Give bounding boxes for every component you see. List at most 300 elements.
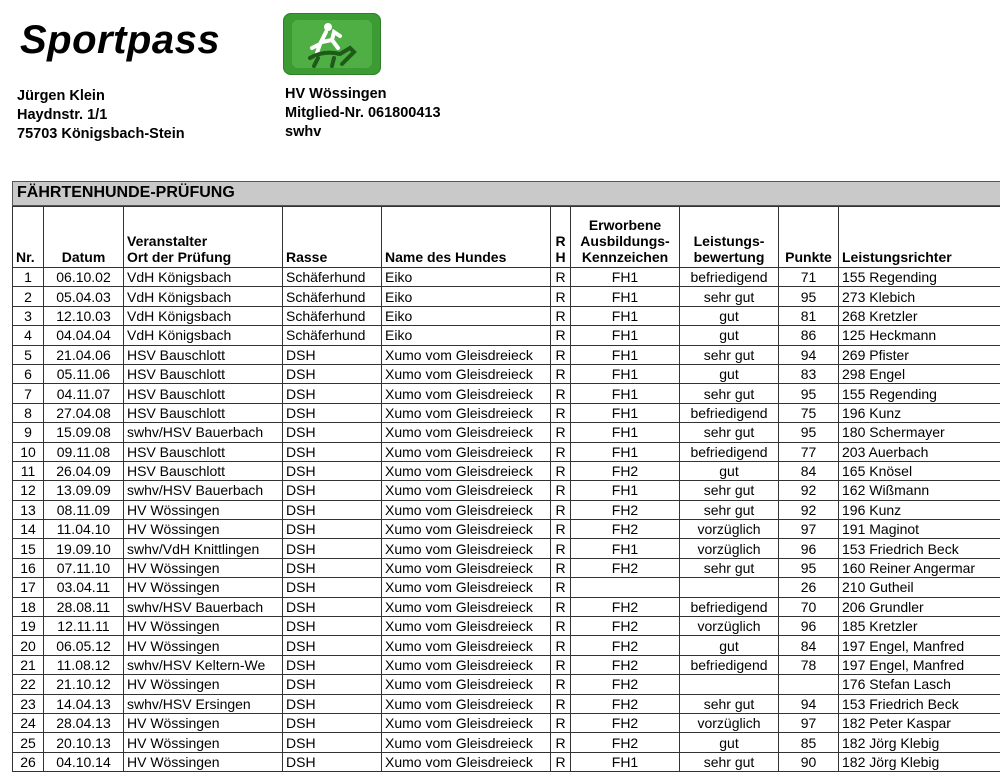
row-punkte xyxy=(779,675,839,694)
row-bewertung: vorzüglich xyxy=(680,617,779,636)
results-sheet xyxy=(12,181,1000,772)
row-kennzeichen: FH1 xyxy=(571,539,680,558)
row-ort: HV Wössingen xyxy=(124,675,283,694)
row-punkte: 97 xyxy=(779,520,839,539)
row-punkte: 90 xyxy=(779,752,839,771)
col-hund: Name des Hundes xyxy=(382,207,551,268)
row-hund: Xumo vom Gleisdreieck xyxy=(382,442,551,461)
row-kennzeichen: FH2 xyxy=(571,694,680,713)
row-ort: HSV Bauschlott xyxy=(124,345,283,364)
owner-street: Haydnstr. 1/1 xyxy=(17,106,185,125)
row-rh: R xyxy=(551,694,571,713)
row-punkte: 94 xyxy=(779,345,839,364)
row-punkte: 95 xyxy=(779,287,839,306)
row-datum: 03.04.11 xyxy=(44,578,124,597)
table-row xyxy=(13,539,1000,558)
row-richter: 180 Schermayer xyxy=(839,423,1000,442)
table-row xyxy=(13,306,1000,325)
row-nr: 18 xyxy=(13,597,44,616)
row-richter: 197 Engel, Manfred xyxy=(839,655,1000,674)
row-datum: 15.09.08 xyxy=(44,423,124,442)
row-rh: R xyxy=(551,636,571,655)
table-row xyxy=(13,268,1000,287)
row-kennzeichen: FH1 xyxy=(571,364,680,383)
table-row xyxy=(13,442,1000,461)
row-kennzeichen xyxy=(571,578,680,597)
row-bewertung: befriedigend xyxy=(680,268,779,287)
table-row xyxy=(13,384,1000,403)
row-punkte: 78 xyxy=(779,655,839,674)
row-hund: Xumo vom Gleisdreieck xyxy=(382,655,551,674)
row-nr: 13 xyxy=(13,500,44,519)
row-nr: 16 xyxy=(13,558,44,577)
row-kennzeichen: FH2 xyxy=(571,617,680,636)
row-ort: swhv/HSV Bauerbach xyxy=(124,481,283,500)
table-row xyxy=(13,423,1000,442)
document-title: Sportpass xyxy=(20,18,220,63)
row-punkte: 86 xyxy=(779,326,839,345)
owner-city: 75703 Königsbach-Stein xyxy=(17,125,185,144)
row-hund: Eiko xyxy=(382,306,551,325)
row-rh: R xyxy=(551,481,571,500)
row-rh: R xyxy=(551,403,571,422)
row-datum: 14.04.13 xyxy=(44,694,124,713)
row-bewertung: befriedigend xyxy=(680,597,779,616)
row-hund: Xumo vom Gleisdreieck xyxy=(382,733,551,752)
row-datum: 05.04.03 xyxy=(44,287,124,306)
row-bewertung: gut xyxy=(680,364,779,383)
row-ort: swhv/HSV Bauerbach xyxy=(124,423,283,442)
row-hund: Xumo vom Gleisdreieck xyxy=(382,752,551,771)
club-name: HV Wössingen xyxy=(285,85,441,104)
row-kennzeichen: FH1 xyxy=(571,423,680,442)
row-rasse: DSH xyxy=(283,636,382,655)
row-richter: 268 Kretzler xyxy=(839,306,1000,325)
row-nr: 22 xyxy=(13,675,44,694)
col-veranstalter: Veranstalter Ort der Prüfung xyxy=(124,207,283,268)
row-datum: 13.09.09 xyxy=(44,481,124,500)
row-hund: Xumo vom Gleisdreieck xyxy=(382,558,551,577)
table-row xyxy=(13,481,1000,500)
row-ort: HV Wössingen xyxy=(124,500,283,519)
table-row xyxy=(13,675,1000,694)
col-richter: Leistungsrichter xyxy=(839,207,1000,268)
row-rh: R xyxy=(551,500,571,519)
row-rasse: DSH xyxy=(283,442,382,461)
table-row xyxy=(13,636,1000,655)
row-bewertung: sehr gut xyxy=(680,345,779,364)
row-nr: 26 xyxy=(13,752,44,771)
row-kennzeichen: FH1 xyxy=(571,345,680,364)
row-datum: 12.11.11 xyxy=(44,617,124,636)
row-rh: R xyxy=(551,326,571,345)
row-ort: VdH Königsbach xyxy=(124,287,283,306)
row-richter: 182 Jörg Klebig xyxy=(839,733,1000,752)
row-punkte: 70 xyxy=(779,597,839,616)
row-kennzeichen: FH2 xyxy=(571,713,680,732)
row-datum: 11.08.12 xyxy=(44,655,124,674)
table-row xyxy=(13,287,1000,306)
row-datum: 11.04.10 xyxy=(44,520,124,539)
row-bewertung: vorzüglich xyxy=(680,713,779,732)
row-bewertung: sehr gut xyxy=(680,287,779,306)
row-punkte: 92 xyxy=(779,500,839,519)
row-rh: R xyxy=(551,423,571,442)
row-nr: 20 xyxy=(13,636,44,655)
row-nr: 5 xyxy=(13,345,44,364)
row-hund: Xumo vom Gleisdreieck xyxy=(382,345,551,364)
row-bewertung: vorzüglich xyxy=(680,539,779,558)
row-datum: 09.11.08 xyxy=(44,442,124,461)
row-rh: R xyxy=(551,287,571,306)
row-hund: Xumo vom Gleisdreieck xyxy=(382,578,551,597)
row-rasse: DSH xyxy=(283,403,382,422)
row-hund: Xumo vom Gleisdreieck xyxy=(382,675,551,694)
table-row xyxy=(13,597,1000,616)
club-info xyxy=(285,85,441,142)
row-rh: R xyxy=(551,597,571,616)
row-bewertung: sehr gut xyxy=(680,384,779,403)
row-rh: R xyxy=(551,539,571,558)
row-hund: Xumo vom Gleisdreieck xyxy=(382,694,551,713)
row-datum: 27.04.08 xyxy=(44,403,124,422)
row-punkte: 94 xyxy=(779,694,839,713)
row-richter: 182 Peter Kaspar xyxy=(839,713,1000,732)
row-richter: 206 Grundler xyxy=(839,597,1000,616)
row-kennzeichen: FH2 xyxy=(571,597,680,616)
row-richter: 182 Jörg Klebig xyxy=(839,752,1000,771)
row-nr: 17 xyxy=(13,578,44,597)
row-rasse: DSH xyxy=(283,617,382,636)
row-punkte: 81 xyxy=(779,306,839,325)
row-rasse: DSH xyxy=(283,461,382,480)
row-rasse: DSH xyxy=(283,655,382,674)
row-hund: Xumo vom Gleisdreieck xyxy=(382,539,551,558)
col-rh: R H xyxy=(551,207,571,268)
row-punkte: 95 xyxy=(779,558,839,577)
row-ort: HV Wössingen xyxy=(124,617,283,636)
row-nr: 8 xyxy=(13,403,44,422)
row-kennzeichen: FH2 xyxy=(571,500,680,519)
table-row xyxy=(13,326,1000,345)
row-rasse: DSH xyxy=(283,752,382,771)
row-ort: HV Wössingen xyxy=(124,713,283,732)
row-rh: R xyxy=(551,306,571,325)
results-table xyxy=(12,206,1000,772)
row-rasse: DSH xyxy=(283,500,382,519)
row-ort: HV Wössingen xyxy=(124,558,283,577)
row-rasse: DSH xyxy=(283,423,382,442)
row-punkte: 85 xyxy=(779,733,839,752)
row-kennzeichen: FH1 xyxy=(571,481,680,500)
table-row xyxy=(13,733,1000,752)
row-rh: R xyxy=(551,364,571,383)
row-rasse: DSH xyxy=(283,539,382,558)
row-rh: R xyxy=(551,617,571,636)
row-rh: R xyxy=(551,713,571,732)
row-hund: Xumo vom Gleisdreieck xyxy=(382,500,551,519)
row-ort: swhv/HSV Keltern-We xyxy=(124,655,283,674)
row-ort: swhv/HSV Ersingen xyxy=(124,694,283,713)
row-datum: 06.05.12 xyxy=(44,636,124,655)
row-rh: R xyxy=(551,384,571,403)
row-hund: Xumo vom Gleisdreieck xyxy=(382,597,551,616)
row-bewertung: gut xyxy=(680,636,779,655)
row-rasse: DSH xyxy=(283,558,382,577)
row-ort: HV Wössingen xyxy=(124,733,283,752)
row-nr: 10 xyxy=(13,442,44,461)
row-punkte: 26 xyxy=(779,578,839,597)
row-nr: 14 xyxy=(13,520,44,539)
row-ort: HV Wössingen xyxy=(124,578,283,597)
row-rasse: DSH xyxy=(283,520,382,539)
row-ort: HSV Bauschlott xyxy=(124,384,283,403)
row-rasse: Schäferhund xyxy=(283,326,382,345)
table-row xyxy=(13,617,1000,636)
row-datum: 21.10.12 xyxy=(44,675,124,694)
row-rasse: DSH xyxy=(283,675,382,694)
row-rh: R xyxy=(551,442,571,461)
row-rasse: DSH xyxy=(283,733,382,752)
row-nr: 12 xyxy=(13,481,44,500)
row-punkte: 77 xyxy=(779,442,839,461)
table-row xyxy=(13,403,1000,422)
row-punkte: 83 xyxy=(779,364,839,383)
row-rh: R xyxy=(551,578,571,597)
row-datum: 21.04.06 xyxy=(44,345,124,364)
row-nr: 1 xyxy=(13,268,44,287)
row-rasse: DSH xyxy=(283,713,382,732)
row-rh: R xyxy=(551,520,571,539)
row-richter: 197 Engel, Manfred xyxy=(839,636,1000,655)
row-rh: R xyxy=(551,461,571,480)
row-datum: 07.11.10 xyxy=(44,558,124,577)
row-nr: 21 xyxy=(13,655,44,674)
col-nr: Nr. xyxy=(13,207,44,268)
row-bewertung: gut xyxy=(680,306,779,325)
row-rh: R xyxy=(551,733,571,752)
row-rasse: Schäferhund xyxy=(283,268,382,287)
row-kennzeichen: FH2 xyxy=(571,675,680,694)
dog-sport-logo-icon xyxy=(283,13,381,75)
row-punkte: 84 xyxy=(779,636,839,655)
col-bewertung: Leistungs- bewertung xyxy=(680,207,779,268)
row-datum: 26.04.09 xyxy=(44,461,124,480)
row-nr: 11 xyxy=(13,461,44,480)
table-row xyxy=(13,558,1000,577)
row-richter: 269 Pfister xyxy=(839,345,1000,364)
row-kennzeichen: FH2 xyxy=(571,461,680,480)
row-rasse: DSH xyxy=(283,384,382,403)
row-richter: 155 Regending xyxy=(839,384,1000,403)
row-richter: 160 Reiner Angermar xyxy=(839,558,1000,577)
row-rasse: DSH xyxy=(283,578,382,597)
row-punkte: 97 xyxy=(779,713,839,732)
table-row xyxy=(13,578,1000,597)
row-richter: 125 Heckmann xyxy=(839,326,1000,345)
owner-address xyxy=(17,87,185,144)
table-row xyxy=(13,520,1000,539)
row-hund: Xumo vom Gleisdreieck xyxy=(382,636,551,655)
table-row xyxy=(13,345,1000,364)
row-bewertung xyxy=(680,578,779,597)
row-hund: Eiko xyxy=(382,326,551,345)
table-row xyxy=(13,500,1000,519)
row-hund: Xumo vom Gleisdreieck xyxy=(382,713,551,732)
col-kennzeichen: Erworbene Ausbildungs- Kennzeichen xyxy=(571,207,680,268)
row-bewertung: gut xyxy=(680,461,779,480)
row-datum: 04.04.04 xyxy=(44,326,124,345)
row-richter: 196 Kunz xyxy=(839,403,1000,422)
row-rh: R xyxy=(551,752,571,771)
row-richter: 153 Friedrich Beck xyxy=(839,694,1000,713)
row-datum: 06.10.02 xyxy=(44,268,124,287)
association: swhv xyxy=(285,123,441,142)
row-rasse: Schäferhund xyxy=(283,287,382,306)
row-punkte: 92 xyxy=(779,481,839,500)
row-richter: 210 Gutheil xyxy=(839,578,1000,597)
row-kennzeichen: FH2 xyxy=(571,636,680,655)
table-row xyxy=(13,461,1000,480)
row-hund: Xumo vom Gleisdreieck xyxy=(382,481,551,500)
row-ort: HV Wössingen xyxy=(124,636,283,655)
row-ort: HV Wössingen xyxy=(124,520,283,539)
row-hund: Xumo vom Gleisdreieck xyxy=(382,423,551,442)
row-richter: 176 Stefan Lasch xyxy=(839,675,1000,694)
row-kennzeichen: FH1 xyxy=(571,403,680,422)
row-bewertung: sehr gut xyxy=(680,694,779,713)
row-richter: 273 Klebich xyxy=(839,287,1000,306)
row-punkte: 95 xyxy=(779,384,839,403)
row-datum: 28.04.13 xyxy=(44,713,124,732)
table-row xyxy=(13,364,1000,383)
row-nr: 19 xyxy=(13,617,44,636)
row-richter: 185 Kretzler xyxy=(839,617,1000,636)
row-datum: 19.09.10 xyxy=(44,539,124,558)
row-kennzeichen: FH2 xyxy=(571,733,680,752)
row-bewertung: sehr gut xyxy=(680,500,779,519)
row-hund: Xumo vom Gleisdreieck xyxy=(382,403,551,422)
row-bewertung: gut xyxy=(680,326,779,345)
row-richter: 153 Friedrich Beck xyxy=(839,539,1000,558)
row-kennzeichen: FH1 xyxy=(571,326,680,345)
row-ort: HSV Bauschlott xyxy=(124,403,283,422)
row-hund: Eiko xyxy=(382,268,551,287)
row-bewertung: sehr gut xyxy=(680,423,779,442)
row-kennzeichen: FH1 xyxy=(571,306,680,325)
row-bewertung: sehr gut xyxy=(680,481,779,500)
row-punkte: 96 xyxy=(779,539,839,558)
row-punkte: 71 xyxy=(779,268,839,287)
row-bewertung: befriedigend xyxy=(680,655,779,674)
row-datum: 04.10.14 xyxy=(44,752,124,771)
row-rasse: DSH xyxy=(283,694,382,713)
row-rasse: Schäferhund xyxy=(283,306,382,325)
row-datum: 08.11.09 xyxy=(44,500,124,519)
row-rh: R xyxy=(551,345,571,364)
row-richter: 298 Engel xyxy=(839,364,1000,383)
owner-name: Jürgen Klein xyxy=(17,87,185,106)
row-nr: 7 xyxy=(13,384,44,403)
row-nr: 2 xyxy=(13,287,44,306)
row-kennzeichen: FH2 xyxy=(571,655,680,674)
row-kennzeichen: FH1 xyxy=(571,287,680,306)
row-kennzeichen: FH2 xyxy=(571,558,680,577)
row-nr: 6 xyxy=(13,364,44,383)
table-row xyxy=(13,694,1000,713)
row-richter: 196 Kunz xyxy=(839,500,1000,519)
row-ort: VdH Königsbach xyxy=(124,326,283,345)
row-kennzeichen: FH1 xyxy=(571,442,680,461)
row-ort: HSV Bauschlott xyxy=(124,442,283,461)
row-hund: Eiko xyxy=(382,287,551,306)
row-bewertung: sehr gut xyxy=(680,558,779,577)
row-rasse: DSH xyxy=(283,364,382,383)
row-richter: 203 Auerbach xyxy=(839,442,1000,461)
row-richter: 191 Maginot xyxy=(839,520,1000,539)
row-rasse: DSH xyxy=(283,597,382,616)
member-number: Mitglied-Nr. 061800413 xyxy=(285,104,441,123)
row-rh: R xyxy=(551,558,571,577)
row-ort: HSV Bauschlott xyxy=(124,364,283,383)
table-header-row xyxy=(13,207,1000,268)
section-title: FÄHRTENHUNDE-PRÜFUNG xyxy=(12,181,1000,206)
row-bewertung: vorzüglich xyxy=(680,520,779,539)
row-bewertung: befriedigend xyxy=(680,442,779,461)
row-rh: R xyxy=(551,655,571,674)
row-kennzeichen: FH1 xyxy=(571,268,680,287)
row-nr: 24 xyxy=(13,713,44,732)
row-richter: 165 Knösel xyxy=(839,461,1000,480)
row-hund: Xumo vom Gleisdreieck xyxy=(382,364,551,383)
row-ort: swhv/VdH Knittlingen xyxy=(124,539,283,558)
row-nr: 15 xyxy=(13,539,44,558)
row-datum: 20.10.13 xyxy=(44,733,124,752)
row-bewertung xyxy=(680,675,779,694)
row-punkte: 95 xyxy=(779,423,839,442)
row-hund: Xumo vom Gleisdreieck xyxy=(382,617,551,636)
row-rh: R xyxy=(551,675,571,694)
table-row xyxy=(13,655,1000,674)
row-rasse: DSH xyxy=(283,481,382,500)
row-punkte: 96 xyxy=(779,617,839,636)
table-row xyxy=(13,713,1000,732)
row-rasse: DSH xyxy=(283,345,382,364)
row-bewertung: befriedigend xyxy=(680,403,779,422)
row-datum: 05.11.06 xyxy=(44,364,124,383)
row-richter: 162 Wißmann xyxy=(839,481,1000,500)
row-ort: swhv/HSV Bauerbach xyxy=(124,597,283,616)
row-nr: 4 xyxy=(13,326,44,345)
row-datum: 04.11.07 xyxy=(44,384,124,403)
row-ort: VdH Königsbach xyxy=(124,268,283,287)
row-bewertung: gut xyxy=(680,733,779,752)
row-bewertung: sehr gut xyxy=(680,752,779,771)
row-datum: 12.10.03 xyxy=(44,306,124,325)
row-nr: 25 xyxy=(13,733,44,752)
row-kennzeichen: FH1 xyxy=(571,384,680,403)
table-row xyxy=(13,752,1000,771)
row-nr: 9 xyxy=(13,423,44,442)
row-kennzeichen: FH1 xyxy=(571,752,680,771)
row-nr: 3 xyxy=(13,306,44,325)
row-hund: Xumo vom Gleisdreieck xyxy=(382,520,551,539)
col-rasse: Rasse xyxy=(283,207,382,268)
row-punkte: 75 xyxy=(779,403,839,422)
row-ort: HSV Bauschlott xyxy=(124,461,283,480)
row-punkte: 84 xyxy=(779,461,839,480)
row-hund: Xumo vom Gleisdreieck xyxy=(382,461,551,480)
